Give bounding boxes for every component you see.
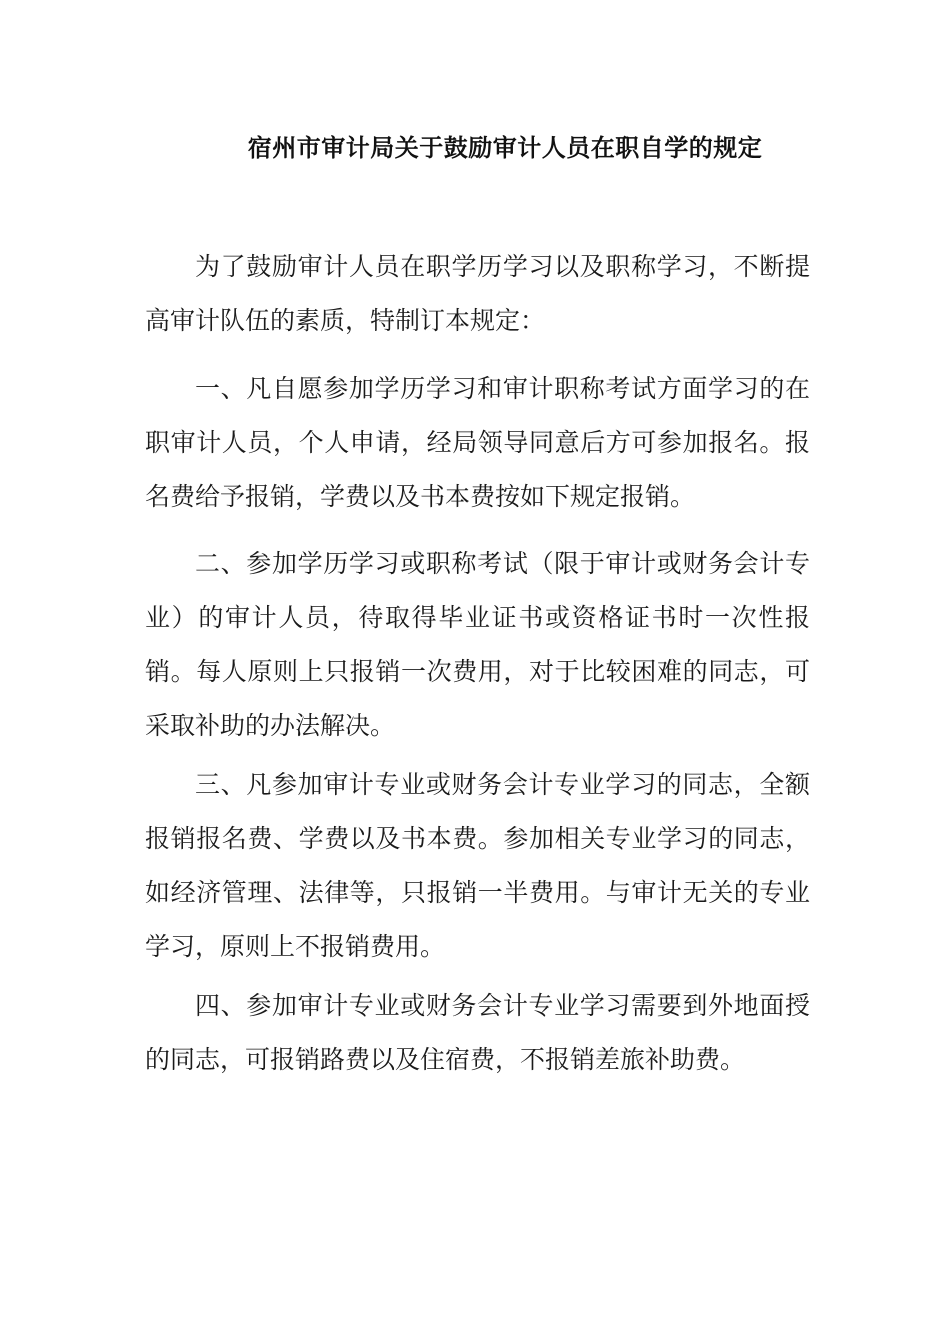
- clause-four-paragraph: 四、参加审计专业或财务会计专业学习需要到外地面授的同志，可报销路费以及住宿费，不报销差旅补助费。: [145, 991, 810, 1074]
- clause-three-paragraph: 三、凡参加审计专业或财务会计专业学习的同志，全额报销报名费、学费以及书本费。参加相关专业学习的同志，如经济管理、法律等，只报销一半费用。与审计无关的专业学习，原则上不报销费用。: [145, 770, 810, 961]
- intro-paragraph: 为了鼓励审计人员在职学历学习以及职称学习，不断提高审计队伍的素质，特制订本规定：: [145, 252, 810, 335]
- clause-one-paragraph: 一、凡自愿参加学历学习和审计职称考试方面学习的在职审计人员，个人申请，经局领导同意后方可参加报名。报名费给予报销，学费以及书本费按如下规定报销。: [145, 374, 810, 511]
- clause-two-paragraph: 二、参加学历学习或职称考试（限于审计或财务会计专业）的审计人员，待取得毕业证书或资格证书时一次性报销。每人原则上只报销一次费用，对于比较困难的同志，可采取补助的办法解决。: [145, 549, 810, 740]
- document-title: 宿州市审计局关于鼓励审计人员在职自学的规定: [247, 134, 763, 162]
